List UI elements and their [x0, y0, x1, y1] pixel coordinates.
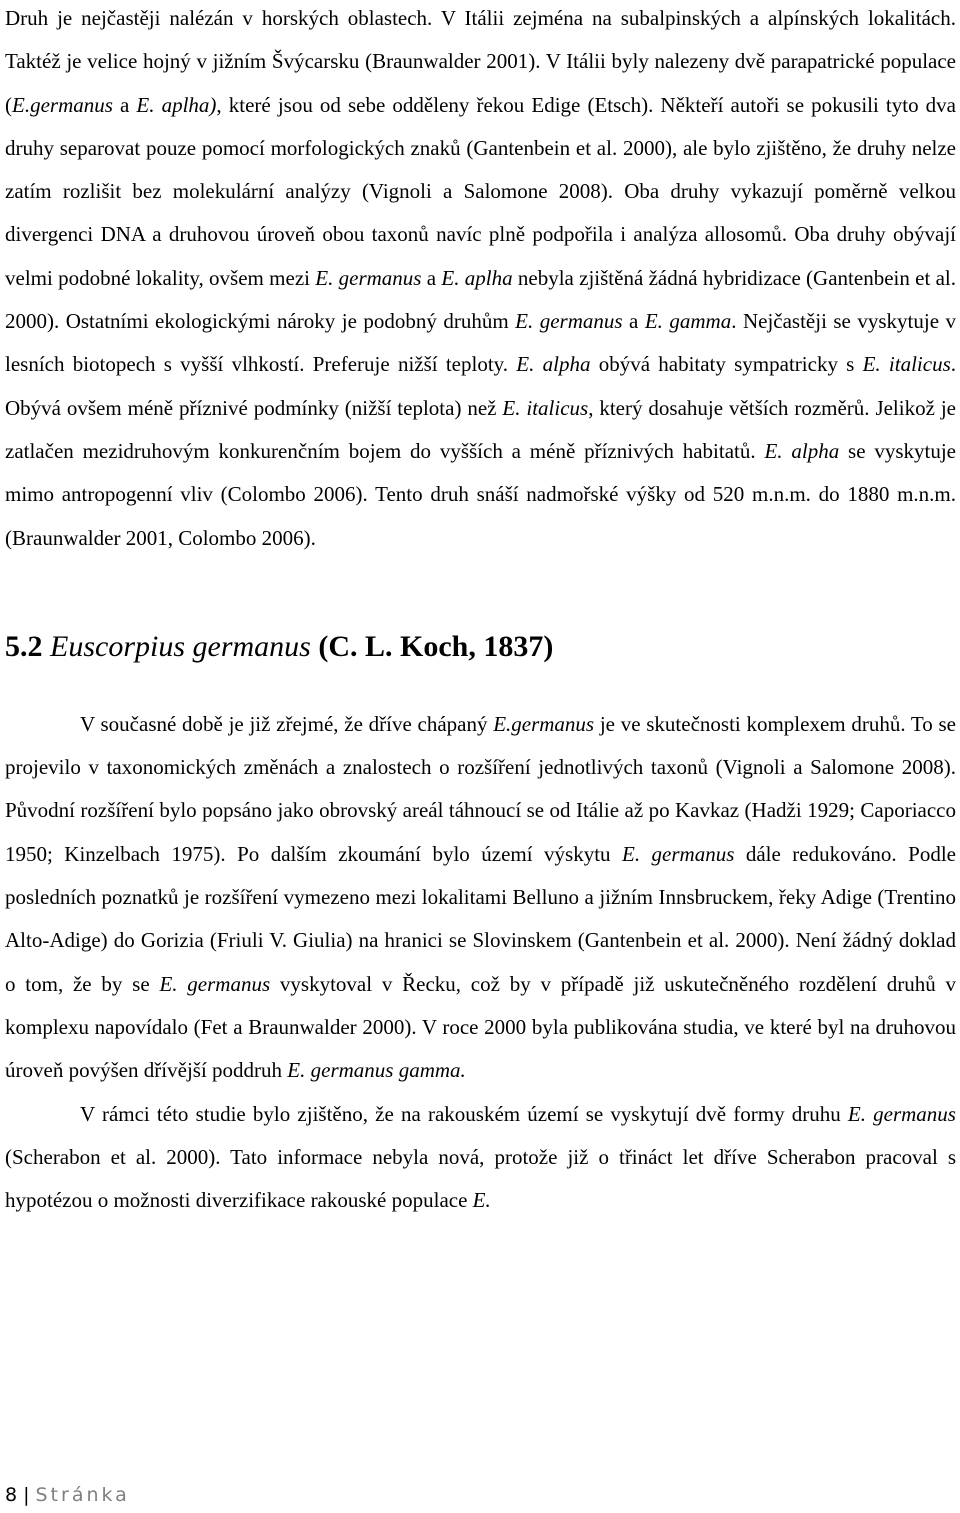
species-name: E.germanus: [12, 92, 113, 117]
text-run: (Scherabon et al. 2000). Tato informace nebyla nová, protože již o třináct let dříve Scherabon pracoval s hypotézou o možnosti diverzifikace rakouské populace: [5, 1144, 956, 1213]
species-name: E. germanus: [847, 1101, 956, 1126]
section-number: 5.2: [5, 629, 50, 663]
species-name: E. alpha: [516, 352, 591, 377]
text-run: , který dosahuje větších rozměrů. Jelikož je zatlačen mezidruhovým konkurenčním bojem do vyšších a méně příznivých habitatů.: [5, 395, 956, 463]
species-name: E. italicus: [502, 395, 589, 420]
species-name: E. italicus: [862, 352, 951, 377]
footer-separator: |: [23, 1484, 30, 1506]
text-run: nebyla zjištěná žádná hybridizace (Gantenbein et al. 2000). Ostatními ekologickými nároky je podobný druhům: [5, 265, 956, 334]
species-name: E.germanus: [493, 711, 595, 736]
paragraph-austria: [5, 1093, 956, 1223]
paragraph-taxonomy: [5, 703, 956, 1093]
text-run: je ve skutečnosti komplexem druhů. To se projevilo v taxonomických změnách a znalostech o rozšíření jednotlivých taxonů (Vignoli a Salomone 2008). Původní rozšíření bylo popsáno jako obrovský areál táhnoucí se od Itálie až po Kavkaz (Hadži 1929; Caporiacco 1950; Kinzelbach 1975). Po dalším zkoumání bylo území výskytu: [5, 711, 956, 866]
species-name: E. germanus: [515, 309, 623, 334]
document-page: [5, 0, 956, 1222]
page-number: 8: [5, 1484, 18, 1506]
paragraph-distribution: [5, 0, 956, 560]
text-run: vyskytoval v Řecku, což by v případě již uskutečněného rozdělení druhů v komplexu napovídalo (Fet a Braunwalder 2000). V roce 2000 byla publikována studia, ve které byl na druhovou úroveň povýšen dřívější poddruh: [5, 971, 956, 1083]
text-run: , které jsou od sebe odděleny řekou Edige (Etsch). Někteří autoři se pokusili tyto dva druhy separovat pouze pomocí morfologických znaků (Gantenbein et al. 2000), ale bylo zjištěno, že druhy nelze zatím rozlišit bez molekulární analýzy (Vignoli a Salomone 2008). Oba druhy vykazují poměrně velkou divergenci DNA a druhovou úroveň obou taxonů navíc plně podpořila i analýza allosomů. Oba druhy obývají velmi podobné lokality, ovšem mezi: [5, 92, 956, 290]
section-heading: [5, 627, 956, 667]
species-name: E.: [472, 1188, 491, 1213]
text-run: V současné době je již zřejmé, že dříve chápaný: [80, 711, 494, 736]
text-run: a: [622, 309, 645, 334]
text-run: dále redukováno. Podle posledních poznatků je rozšíření vymezeno mezi lokalitami Belluno a jižním Innsbruckem, řeky Adige (Trentino Alto-Adige) do Gorizia (Friuli V. Giulia) na hranici se Slovinskem (Gantenbein et al. 2000). Není žádný doklad o tom, že by se: [5, 841, 956, 996]
text-run: se vyskytuje mimo antropogenní vliv (Colombo 2006). Tento druh snáší nadmořské výšky od 520 m.n.m. do 1880 m.n.m. (Braunwalder 2001, Colombo 2006).: [5, 438, 957, 550]
text-run: obývá habitaty sympatricky s: [590, 352, 863, 377]
species-name: E. germanus: [622, 841, 735, 866]
species-name: E. germanus: [315, 265, 422, 290]
species-name: E. alpha: [764, 438, 840, 463]
species-name: E. germanus: [159, 971, 271, 996]
text-run: . Obývá ovšem méně příznivé podmínky (nižší teplota) než: [5, 352, 956, 420]
page-footer: [5, 1482, 265, 1508]
species-name: E. aplha): [136, 92, 217, 117]
species-name: E. germanus gamma.: [287, 1058, 466, 1083]
species-name: E. gamma: [644, 309, 732, 334]
text-run: V rámci této studie bylo zjištěno, že na rakouském území se vyskytují dvě formy druhu: [80, 1101, 848, 1126]
heading-author: (C. L. Koch, 1837): [310, 629, 554, 663]
text-run: a: [421, 265, 442, 290]
page-label: Stránka: [35, 1484, 130, 1506]
heading-species-name: Euscorpius germanus: [50, 629, 311, 663]
text-run: . Nejčastěji se vyskytuje v lesních biotopech s vyšší vlhkostí. Preferuje nižší teploty.: [5, 309, 956, 377]
text-run: Druh je nejčastěji nalézán v horských oblastech. V Itálii zejména na subalpinských a alpínských lokalitách. Taktéž je velice hojný v jižním Švýcarsku (Braunwalder 2001). V Itálii byly nalezeny dvě parapatrické populace (: [5, 6, 956, 117]
species-name: E. aplha: [441, 265, 513, 290]
text-run: a: [112, 92, 137, 117]
